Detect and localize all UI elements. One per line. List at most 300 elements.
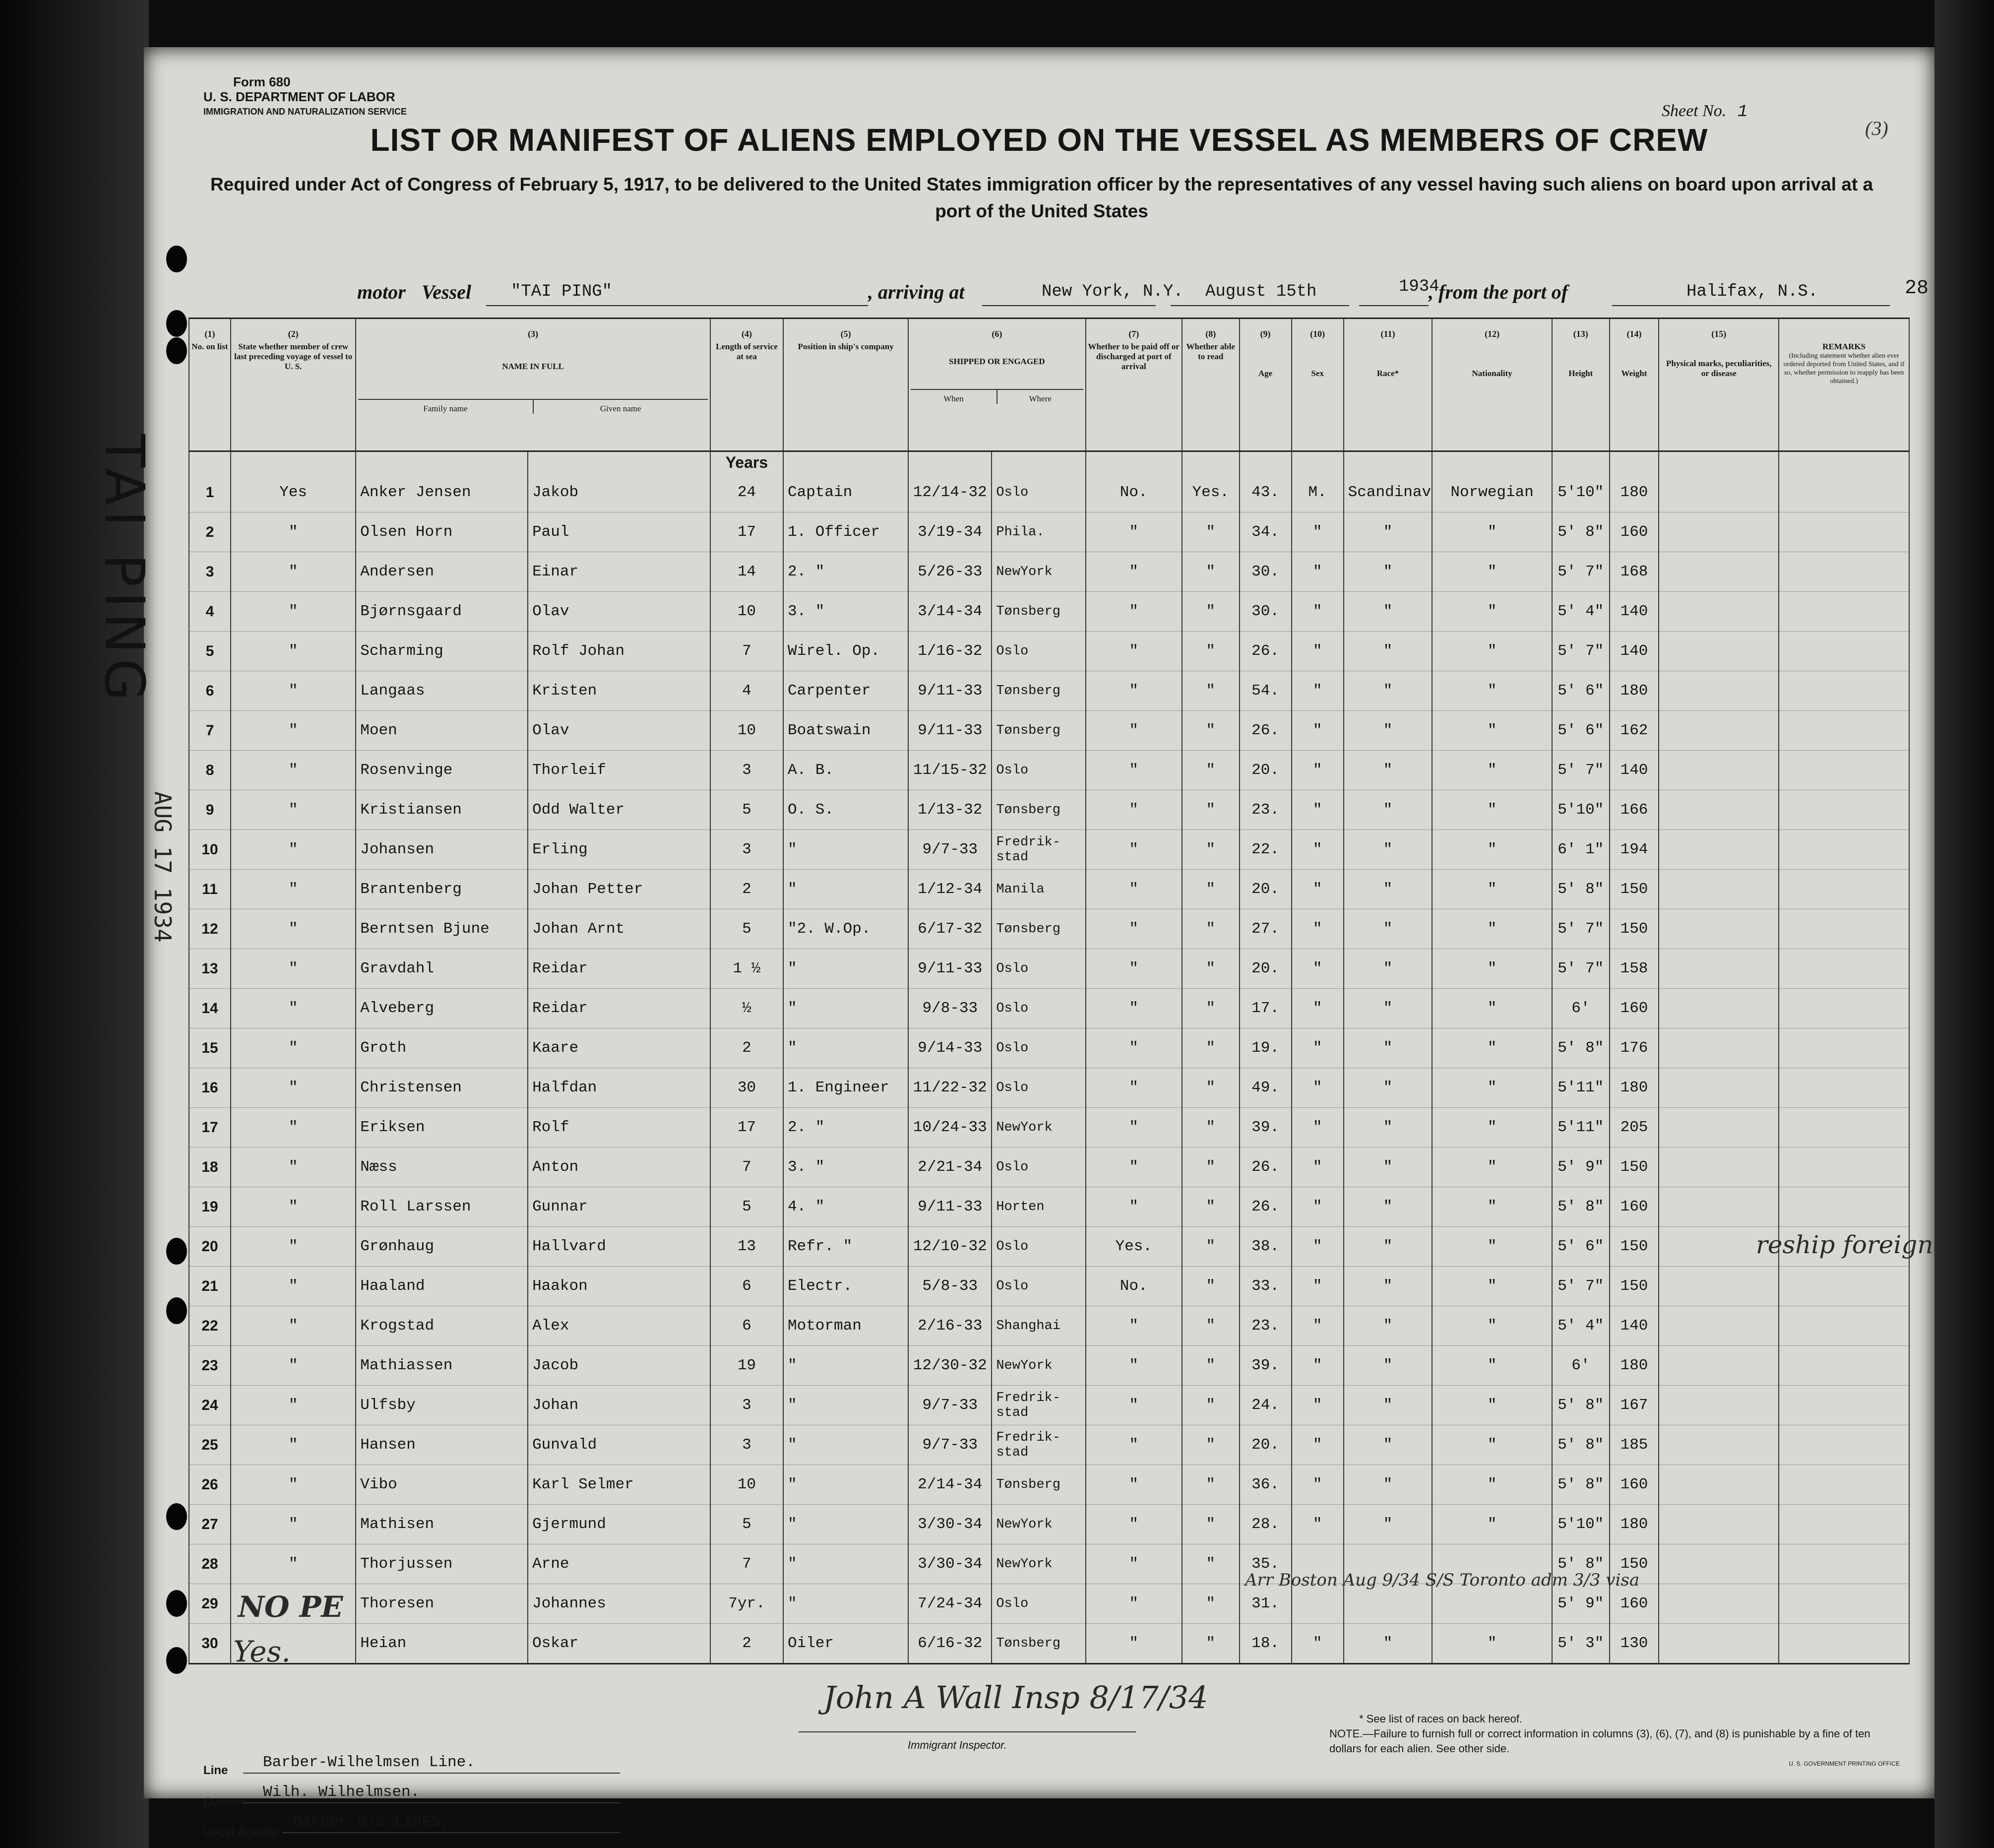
cell-family-name: Hansen	[356, 1425, 528, 1465]
cell-family-name: Andersen	[356, 552, 528, 592]
cell-position: "	[783, 830, 908, 870]
cell-weight: 140	[1610, 1306, 1659, 1346]
cell-age: 20.	[1240, 870, 1292, 909]
cell-position: A. B.	[783, 751, 908, 790]
cell-race: "	[1344, 1147, 1433, 1187]
cell-race: "	[1344, 1267, 1433, 1306]
cell-weight: 160	[1610, 1187, 1659, 1227]
cell-weight: 180	[1610, 1068, 1659, 1108]
column-number: (8)	[1182, 319, 1240, 339]
cell-shipped-where: Oslo	[992, 632, 1085, 671]
cell-able-to-read: "	[1182, 1068, 1240, 1108]
cell-able-to-read: "	[1182, 1028, 1240, 1068]
footer-owners-value: Wilh. Wilhelmsen.	[263, 1784, 420, 1801]
crew-row	[189, 552, 1909, 592]
cell-shipped-where: Shanghai	[992, 1306, 1085, 1346]
cell-previous-voyage: "	[231, 1187, 356, 1227]
header-name-in-full	[356, 339, 710, 451]
arrival-date: August 15th	[1205, 282, 1317, 301]
cell-family-name: Thorjussen	[356, 1544, 528, 1584]
cell-shipped-where: Oslo	[992, 1584, 1085, 1624]
cell-service-years: 5	[710, 1505, 783, 1544]
cell-family-name: Christensen	[356, 1068, 528, 1108]
header-remarks	[1779, 339, 1909, 451]
page-title: LIST OR MANIFEST OF ALIENS EMPLOYED ON THE VESSEL AS MEMBERS OF CREW	[370, 122, 1708, 158]
cell-physical-marks	[1659, 751, 1779, 790]
cell-able-to-read: "	[1182, 512, 1240, 552]
cell-shipped-when: 12/10-32	[908, 1227, 992, 1267]
cell-position: "	[783, 1544, 908, 1584]
cell-family-name: Grønhaug	[356, 1227, 528, 1267]
cell-able-to-read: "	[1182, 830, 1240, 870]
crew-row	[189, 632, 1909, 671]
column-header-row	[189, 339, 1909, 451]
cell-paid-off: "	[1086, 1425, 1182, 1465]
cell-weight: 180	[1610, 671, 1659, 711]
cell-able-to-read: "	[1182, 1465, 1240, 1505]
cell-remarks	[1779, 552, 1909, 592]
cell-race: Scandinav	[1344, 473, 1433, 512]
cell-height: 5' 3"	[1552, 1624, 1610, 1664]
date-stamp: AUG 17 1934	[149, 791, 176, 943]
cell-able-to-read: "	[1182, 1624, 1240, 1664]
cell-row-number: 14	[189, 989, 231, 1028]
cell-shipped-where: Manila	[992, 870, 1085, 909]
cell-physical-marks	[1659, 1147, 1779, 1187]
cell-service-years: 10	[710, 711, 783, 751]
vessel-name: "TAI PING"	[511, 282, 613, 301]
cell-shipped-when: 9/11-33	[908, 1187, 992, 1227]
cell-shipped-where: Oslo	[992, 1227, 1085, 1267]
cell-remarks	[1779, 830, 1909, 870]
cell-sex: "	[1292, 711, 1344, 751]
form-header	[203, 74, 407, 119]
from-label: , from the port of	[1429, 281, 1568, 303]
cell-nationality: "	[1432, 671, 1552, 711]
cell-position: Motorman	[783, 1306, 908, 1346]
cell-family-name: Berntsen Bjune	[356, 909, 528, 949]
cell-given-name: Oskar	[528, 1624, 710, 1664]
cell-position: 3. "	[783, 592, 908, 632]
cell-height: 5' 7"	[1552, 949, 1610, 989]
cell-row-number: 16	[189, 1068, 231, 1108]
cell-nationality: "	[1432, 1624, 1552, 1664]
cell-paid-off: "	[1086, 790, 1182, 830]
cell-paid-off: "	[1086, 1187, 1182, 1227]
cell-able-to-read: "	[1182, 632, 1240, 671]
cell-shipped-when: 1/16-32	[908, 632, 992, 671]
cell-remarks	[1779, 1147, 1909, 1187]
cell-sex: "	[1292, 1624, 1344, 1664]
cell-race: "	[1344, 1108, 1433, 1147]
header-height: Height	[1552, 339, 1610, 451]
cell-race: "	[1344, 1346, 1433, 1386]
column-number: (4)	[710, 319, 783, 339]
punch-hole	[166, 337, 187, 364]
punch-hole	[166, 310, 187, 337]
cell-weight: 167	[1610, 1386, 1659, 1425]
cell-remarks	[1779, 1505, 1909, 1544]
cell-position: 3. "	[783, 1147, 908, 1187]
cell-paid-off: "	[1086, 870, 1182, 909]
footer-agents-value: Barber S/S LINES,	[293, 1813, 450, 1831]
cell-service-years: ½	[710, 989, 783, 1028]
cell-given-name: Alex	[528, 1306, 710, 1346]
cell-shipped-when: 9/8-33	[908, 989, 992, 1028]
punch-hole	[166, 1503, 187, 1530]
cell-height: 5' 7"	[1552, 552, 1610, 592]
cell-row-number: 6	[189, 671, 231, 711]
cell-remarks	[1779, 1028, 1909, 1068]
cell-service-years: 7	[710, 632, 783, 671]
punch-hole	[166, 1238, 187, 1265]
cell-position: 1. Engineer	[783, 1068, 908, 1108]
cell-shipped-where: Tønsberg	[992, 790, 1085, 830]
cell-service-years: 1 ½	[710, 949, 783, 989]
cell-height: 5' 6"	[1552, 711, 1610, 751]
punch-hole	[166, 1297, 187, 1324]
column-number: (5)	[783, 319, 908, 339]
column-number: (7)	[1086, 319, 1182, 339]
cell-shipped-where: NewYork	[992, 1505, 1085, 1544]
cell-family-name: Alveberg	[356, 989, 528, 1028]
cell-able-to-read: "	[1182, 1147, 1240, 1187]
cell-height: 5' 8"	[1552, 1028, 1610, 1068]
cell-shipped-when: 9/7-33	[908, 1425, 992, 1465]
cell-family-name: Johansen	[356, 830, 528, 870]
column-number-row	[189, 319, 1909, 339]
cell-nationality: "	[1432, 751, 1552, 790]
cell-nationality: "	[1432, 909, 1552, 949]
cell-race: "	[1344, 790, 1433, 830]
cell-age: 26.	[1240, 711, 1292, 751]
cell-remarks	[1779, 1346, 1909, 1386]
cell-given-name: Reidar	[528, 989, 710, 1028]
cell-age: 49.	[1240, 1068, 1292, 1108]
cell-service-years: 7	[710, 1147, 783, 1187]
cell-nationality: "	[1432, 1267, 1552, 1306]
cell-position: Carpenter	[783, 671, 908, 711]
cell-age: 31.	[1240, 1584, 1292, 1624]
header-age: Age	[1240, 339, 1292, 451]
cell-race: "	[1344, 1028, 1433, 1068]
cell-family-name: Olsen Horn	[356, 512, 528, 552]
cell-previous-voyage: "	[231, 1465, 356, 1505]
cell-nationality: "	[1432, 1465, 1552, 1505]
cell-able-to-read: "	[1182, 1386, 1240, 1425]
cell-able-to-read: "	[1182, 751, 1240, 790]
cell-previous-voyage: "	[231, 1425, 356, 1465]
cell-service-years: 3	[710, 1425, 783, 1465]
cell-physical-marks	[1659, 949, 1779, 989]
cell-row-number: 23	[189, 1346, 231, 1386]
cell-height: 5' 8"	[1552, 1465, 1610, 1505]
service-name: IMMIGRATION AND NATURALIZATION SERVICE	[203, 107, 407, 117]
sheet-number-label: Sheet No.	[1662, 102, 1727, 120]
vessel-name-stamp: TAI PING	[93, 434, 156, 706]
cell-given-name: Rolf	[528, 1108, 710, 1147]
handwritten-yes: Yes.	[233, 1635, 291, 1668]
cell-weight: 185	[1610, 1425, 1659, 1465]
header-paid-off: Whether to be paid off or discharged at port of arrival	[1086, 339, 1182, 451]
cell-family-name: Gravdahl	[356, 949, 528, 989]
cell-paid-off: "	[1086, 1544, 1182, 1584]
cell-given-name: Jacob	[528, 1346, 710, 1386]
cell-age: 28.	[1240, 1505, 1292, 1544]
handwritten-no-pe: NO PE	[238, 1590, 343, 1624]
years-label: Years	[710, 451, 783, 473]
cell-previous-voyage: "	[231, 711, 356, 751]
crew-row	[189, 870, 1909, 909]
cell-previous-voyage: "	[231, 1068, 356, 1108]
cell-shipped-where: Oslo	[992, 751, 1085, 790]
cell-remarks	[1779, 949, 1909, 989]
cell-age: 26.	[1240, 1147, 1292, 1187]
cell-physical-marks	[1659, 1306, 1779, 1346]
cell-paid-off: "	[1086, 592, 1182, 632]
cell-remarks	[1779, 790, 1909, 830]
cell-row-number: 21	[189, 1267, 231, 1306]
cell-shipped-when: 11/22-32	[908, 1068, 992, 1108]
cell-service-years: 2	[710, 1624, 783, 1664]
cell-remarks	[1779, 1068, 1909, 1108]
cell-given-name: Odd Walter	[528, 790, 710, 830]
cell-previous-voyage: "	[231, 592, 356, 632]
cell-shipped-where: Tønsberg	[992, 1624, 1085, 1664]
cell-sex: "	[1292, 1227, 1344, 1267]
cell-able-to-read: "	[1182, 1425, 1240, 1465]
cell-shipped-when: 11/15-32	[908, 751, 992, 790]
cell-position: 2. "	[783, 552, 908, 592]
cell-position: 2. "	[783, 1108, 908, 1147]
header-physical-marks: Physical marks, peculiarities, or disease	[1659, 339, 1779, 451]
cell-sex: "	[1292, 592, 1344, 632]
cell-service-years: 3	[710, 1386, 783, 1425]
cell-nationality: "	[1432, 989, 1552, 1028]
cell-remarks	[1779, 512, 1909, 552]
cell-age: 18.	[1240, 1624, 1292, 1664]
cell-remarks	[1779, 1584, 1909, 1624]
cell-nationality: "	[1432, 830, 1552, 870]
cell-sex: "	[1292, 632, 1344, 671]
cell-physical-marks	[1659, 1624, 1779, 1664]
cell-able-to-read: "	[1182, 711, 1240, 751]
cell-row-number: 8	[189, 751, 231, 790]
cell-weight: 180	[1610, 1505, 1659, 1544]
cell-row-number: 26	[189, 1465, 231, 1505]
cell-age: 27.	[1240, 909, 1292, 949]
cell-sex: "	[1292, 552, 1344, 592]
cell-able-to-read: "	[1182, 1108, 1240, 1147]
header-remarks-note: (Including statement whether alien ever ordered deported from United States, and if so, whether permission to reapply has been obtained.)	[1783, 352, 1905, 385]
cell-service-years: 19	[710, 1346, 783, 1386]
cell-able-to-read: "	[1182, 909, 1240, 949]
cell-age: 30.	[1240, 552, 1292, 592]
cell-previous-voyage: Yes	[231, 473, 356, 512]
cell-age: 20.	[1240, 751, 1292, 790]
cell-row-number: 28	[189, 1544, 231, 1584]
cell-given-name: Paul	[528, 512, 710, 552]
column-number: (14)	[1610, 319, 1659, 339]
cell-paid-off: No.	[1086, 1267, 1182, 1306]
header-shipped-or-engaged	[908, 339, 1085, 451]
cell-sex: "	[1292, 1505, 1344, 1544]
cell-weight: 140	[1610, 632, 1659, 671]
arriving-label: , arriving at	[868, 281, 965, 303]
cell-age: 35.	[1240, 1544, 1292, 1584]
inspector-label: Immigrant Inspector.	[908, 1739, 1007, 1751]
crew-row	[189, 1028, 1909, 1068]
column-number: (11)	[1344, 319, 1433, 339]
cell-able-to-read: "	[1182, 592, 1240, 632]
cell-row-number: 4	[189, 592, 231, 632]
cell-shipped-where: Fredrik- stad	[992, 1425, 1085, 1465]
cell-weight: 168	[1610, 552, 1659, 592]
cell-physical-marks	[1659, 1505, 1779, 1544]
cell-age: 33.	[1240, 1267, 1292, 1306]
cell-nationality: "	[1432, 790, 1552, 830]
vessel-type: motor	[357, 281, 406, 303]
cell-physical-marks	[1659, 1346, 1779, 1386]
cell-sex: M.	[1292, 473, 1344, 512]
races-note: * See list of races on back hereof.	[1359, 1713, 1522, 1725]
cell-race: "	[1344, 592, 1433, 632]
cell-remarks	[1779, 711, 1909, 751]
cell-able-to-read: "	[1182, 1505, 1240, 1544]
cell-row-number: 9	[189, 790, 231, 830]
cell-weight: 176	[1610, 1028, 1659, 1068]
cell-given-name: Erling	[528, 830, 710, 870]
cell-height: 5' 6"	[1552, 671, 1610, 711]
crew-row	[189, 1584, 1909, 1624]
cell-shipped-where: Oslo	[992, 1267, 1085, 1306]
cell-paid-off: "	[1086, 1028, 1182, 1068]
cell-height: 5' 7"	[1552, 909, 1610, 949]
cell-family-name: Mathiassen	[356, 1346, 528, 1386]
cell-age: 43.	[1240, 473, 1292, 512]
cell-age: 54.	[1240, 671, 1292, 711]
cell-able-to-read: "	[1182, 870, 1240, 909]
cell-physical-marks	[1659, 1425, 1779, 1465]
cell-previous-voyage: "	[231, 1544, 356, 1584]
cell-position: "	[783, 870, 908, 909]
header-remarks-label: REMARKS	[1822, 342, 1866, 351]
cell-row-number: 30	[189, 1624, 231, 1664]
cell-physical-marks	[1659, 1068, 1779, 1108]
cell-shipped-when: 9/11-33	[908, 671, 992, 711]
cell-position: 1. Officer	[783, 512, 908, 552]
department-name: U. S. DEPARTMENT OF LABOR	[203, 89, 395, 104]
cell-shipped-where: NewYork	[992, 1346, 1085, 1386]
cell-family-name: Haaland	[356, 1267, 528, 1306]
cell-row-number: 3	[189, 552, 231, 592]
crew-row	[189, 1465, 1909, 1505]
punch-hole	[166, 246, 187, 272]
footer-owners-label: Owners	[203, 1796, 248, 1809]
crew-row	[189, 751, 1909, 790]
cell-weight: 130	[1610, 1624, 1659, 1664]
cell-position: O. S.	[783, 790, 908, 830]
cell-physical-marks	[1659, 632, 1779, 671]
cell-given-name: Gunvald	[528, 1425, 710, 1465]
cell-service-years: 5	[710, 1187, 783, 1227]
header-previous-voyage: State whether member of crew last preceding voyage of vessel to U. S.	[231, 339, 356, 451]
cell-weight: 150	[1610, 1544, 1659, 1584]
crew-row	[189, 473, 1909, 512]
cell-family-name: Mathisen	[356, 1505, 528, 1544]
cell-paid-off: "	[1086, 830, 1182, 870]
cell-remarks	[1779, 1624, 1909, 1664]
cell-previous-voyage: "	[231, 830, 356, 870]
cell-given-name: Johan Arnt	[528, 909, 710, 949]
cell-race: "	[1344, 711, 1433, 751]
cell-nationality: "	[1432, 711, 1552, 751]
cell-paid-off: "	[1086, 711, 1182, 751]
cell-service-years: 14	[710, 552, 783, 592]
cell-age: 22.	[1240, 830, 1292, 870]
cell-remarks	[1779, 632, 1909, 671]
cell-shipped-when: 2/16-33	[908, 1306, 992, 1346]
cell-previous-voyage: "	[231, 949, 356, 989]
cell-race: "	[1344, 830, 1433, 870]
cell-physical-marks	[1659, 1108, 1779, 1147]
cell-row-number: 17	[189, 1108, 231, 1147]
cell-height: 5'11"	[1552, 1108, 1610, 1147]
cell-previous-voyage: "	[231, 552, 356, 592]
cell-given-name: Hallvard	[528, 1227, 710, 1267]
cell-given-name: Gjermund	[528, 1505, 710, 1544]
cell-shipped-where: Horten	[992, 1187, 1085, 1227]
cell-service-years: 7yr.	[710, 1584, 783, 1624]
cell-weight: 140	[1610, 592, 1659, 632]
cell-previous-voyage: "	[231, 909, 356, 949]
cell-sex: "	[1292, 1108, 1344, 1147]
cell-family-name: Vibo	[356, 1465, 528, 1505]
cell-physical-marks	[1659, 1028, 1779, 1068]
column-number: (3)	[356, 319, 710, 339]
crew-row	[189, 1386, 1909, 1425]
vessel-line	[218, 277, 1929, 310]
footer-line-label: Line	[203, 1764, 228, 1777]
cell-row-number: 29	[189, 1584, 231, 1624]
footer-notes	[1329, 1712, 1900, 1771]
cell-weight: 150	[1610, 1147, 1659, 1187]
cell-service-years: 5	[710, 909, 783, 949]
cell-race: "	[1344, 1227, 1433, 1267]
cell-remarks	[1779, 1386, 1909, 1425]
cell-shipped-where: Oslo	[992, 473, 1085, 512]
cell-previous-voyage: "	[231, 989, 356, 1028]
header-position: Position in ship's company	[783, 339, 908, 451]
cell-family-name: Krogstad	[356, 1306, 528, 1346]
cell-race: "	[1344, 751, 1433, 790]
cell-service-years: 17	[710, 512, 783, 552]
cell-nationality: "	[1432, 632, 1552, 671]
cell-able-to-read: "	[1182, 1187, 1240, 1227]
cell-service-years: 10	[710, 1465, 783, 1505]
crew-row	[189, 1147, 1909, 1187]
cell-previous-voyage: "	[231, 790, 356, 830]
cell-shipped-where: Oslo	[992, 949, 1085, 989]
header-family-name: Family name	[423, 404, 468, 413]
cell-race: "	[1344, 1624, 1433, 1664]
cell-previous-voyage: "	[231, 1267, 356, 1306]
scan-border-right	[1934, 0, 1994, 1848]
cell-position: "2. W.Op.	[783, 909, 908, 949]
cell-given-name: Johan	[528, 1386, 710, 1425]
cell-physical-marks	[1659, 1465, 1779, 1505]
header-length-of-service: Length of service at sea	[710, 339, 783, 451]
